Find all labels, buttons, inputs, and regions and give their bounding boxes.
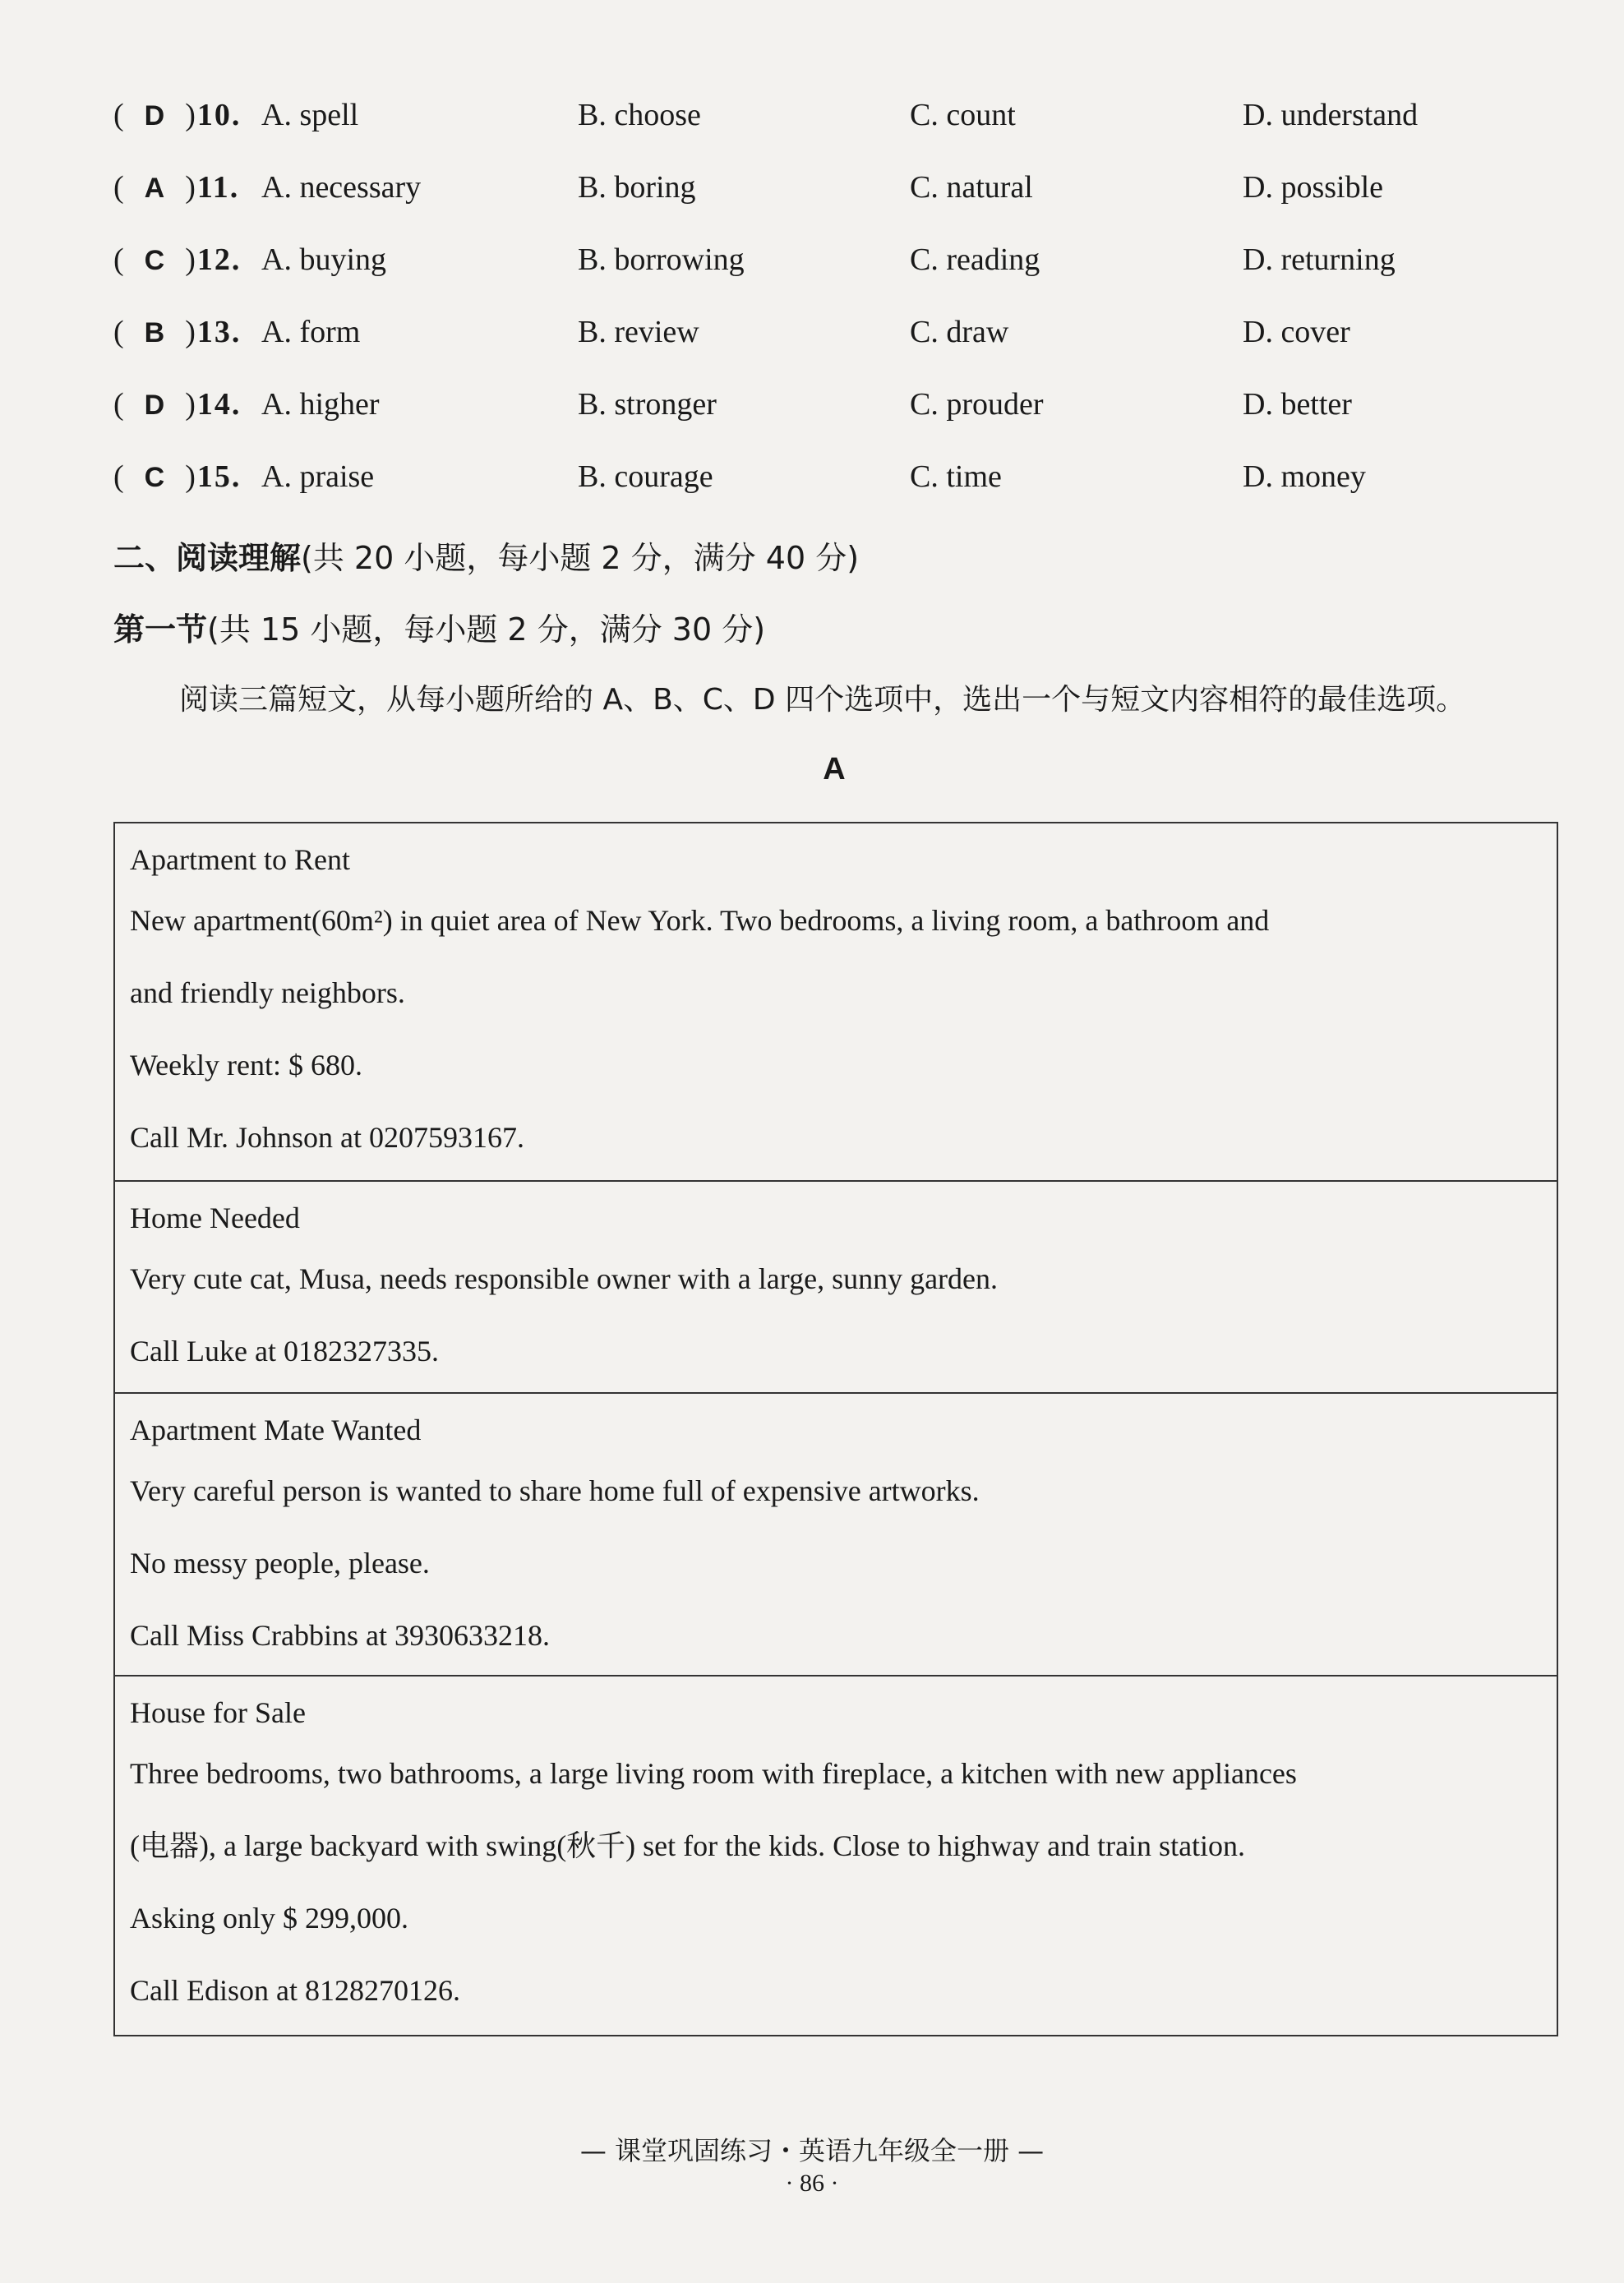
question-number: 10. [196, 98, 242, 132]
option-b: B. boring [578, 170, 696, 205]
question-row-13: ( B )13. A. form B. review C. draw D. cover [113, 315, 1350, 349]
part-heading-1 [113, 604, 765, 649]
option-a: A. form [261, 315, 361, 349]
option-a: A. buying [261, 242, 386, 277]
ad-title: House for Sale [130, 1696, 306, 1729]
passage-letter: A [823, 752, 846, 786]
option-c: C. natural [910, 170, 1033, 205]
ad-apartment-to-rent [115, 823, 1557, 1182]
ad-line: (电器), a large backyard with swing(秋千) set for the kids. Close to highway and train station. [130, 1829, 1246, 1862]
part-note: (共 15 小题，每小题 2 分，满分 30 分) [207, 611, 766, 648]
question-row-11: ( A )11. A. necessary B. boring C. natural D. possible [113, 170, 1383, 205]
option-c: C. draw [910, 315, 1009, 349]
ad-line: Very careful person is wanted to share home full of expensive artworks. [130, 1474, 980, 1507]
ad-line: Three bedrooms, two bathrooms, a large living room with fireplace, a kitchen with new appliances [130, 1757, 1297, 1790]
ad-line: Asking only $ 299,000. [130, 1902, 409, 1935]
answer-mark: C [144, 245, 167, 276]
option-b: B. review [578, 315, 699, 349]
section-heading-reading [113, 533, 859, 578]
option-b: B. stronger [578, 387, 717, 422]
option-a: A. necessary [261, 170, 422, 205]
question-number: 13. [196, 315, 242, 349]
option-b: B. choose [578, 98, 701, 132]
ad-line: No messy people, please. [130, 1547, 430, 1580]
question-number: 11. [196, 170, 240, 205]
question-row-14: ( D )14. A. higher B. stronger C. prouder D. better [113, 387, 1352, 422]
answer-mark: B [144, 317, 167, 348]
question-number: 14. [196, 387, 242, 422]
option-d: D. better [1243, 387, 1352, 422]
option-a: A. higher [261, 387, 380, 422]
ad-line: Weekly rent: $ 680. [130, 1049, 363, 1082]
option-c: C. count [910, 98, 1016, 132]
ad-line: Call Edison at 8128270126. [130, 1974, 460, 2007]
ad-line: and friendly neighbors. [130, 976, 405, 1009]
answer-mark: C [144, 462, 167, 493]
ad-title: Apartment to Rent [130, 843, 350, 876]
answer-mark: D [144, 100, 167, 131]
question-number: 12. [196, 242, 242, 277]
ad-line: Call Mr. Johnson at 0207593167. [130, 1121, 525, 1154]
option-d: D. returning [1243, 242, 1396, 277]
option-b: B. borrowing [578, 242, 745, 277]
part-title: 第一节 [113, 611, 208, 648]
option-d: D. understand [1243, 98, 1419, 132]
question-number: 15. [196, 459, 242, 494]
ad-line: Call Miss Crabbins at 3930633218. [130, 1619, 550, 1652]
ad-home-needed [115, 1182, 1557, 1394]
section-note: (共 20 小题，每小题 2 分，满分 40 分) [301, 540, 860, 576]
page-number: · 86 · [785, 2170, 839, 2197]
ad-house-for-sale [115, 1677, 1557, 2035]
section-title: 二、阅读理解 [113, 540, 302, 576]
footer-title: — 课堂巩固练习・英语九年级全一册 — [579, 2135, 1045, 2166]
option-c: C. reading [910, 242, 1040, 277]
question-row-10: ( D )10. A. spell B. choose C. count D. understand [113, 98, 1419, 132]
option-d: D. money [1243, 459, 1366, 494]
ad-title: Apartment Mate Wanted [130, 1414, 422, 1446]
option-d: D. possible [1243, 170, 1383, 205]
ad-line: Call Luke at 0182327335. [130, 1335, 439, 1367]
question-row-12: ( C )12. A. buying B. borrowing C. reading D. returning [113, 242, 1396, 277]
ad-apartment-mate-wanted [115, 1394, 1557, 1677]
option-a: A. spell [261, 98, 359, 132]
option-d: D. cover [1243, 315, 1350, 349]
question-row-15: ( C )15. A. praise B. courage C. time D. money [113, 459, 1366, 494]
answer-mark: A [144, 173, 167, 204]
instruction-text: 阅读三篇短文，从每小题所给的 A、B、C、D 四个选项中，选出一个与短文内容相符的最佳选项。 [179, 683, 1466, 717]
option-c: C. time [910, 459, 1002, 494]
answer-mark: D [144, 390, 167, 421]
option-c: C. prouder [910, 387, 1044, 422]
ad-line: New apartment(60m²) in quiet area of New York. Two bedrooms, a living room, a bathroom and [130, 904, 1270, 937]
ad-title: Home Needed [130, 1201, 300, 1234]
option-b: B. courage [578, 459, 713, 494]
option-a: A. praise [261, 459, 375, 494]
ad-line: Very cute cat, Musa, needs responsible owner with a large, sunny garden. [130, 1262, 999, 1295]
ads-table [113, 822, 1558, 2036]
